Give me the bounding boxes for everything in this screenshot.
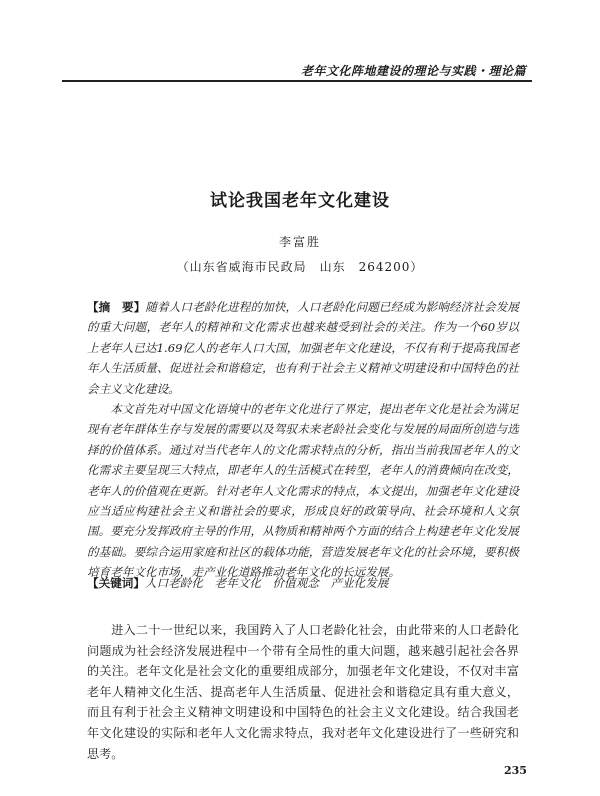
author-name: 李富胜	[278, 235, 321, 249]
abstract-paragraph-2: 本文首先对中国文化语境中的老年文化进行了界定，提出老年文化是社会为满足现有老年群体生存与发展的需要以及驾驭未来老龄社会变化与发展的局面所创造与选择的价值体系。通过对当代老年人的文化需求特点的分析，指出当前我国老年人的文化需求主要呈现三大特点，即老年人的生活模式在转型，老年人的消费倾向在改变，老年人的价值观在更新。针对老年人文化需求的特点，本文提出，加强老年文化建设应当适应构建社会主义和谐社会的要求，形成良好的政策导向、社会环境和人文氛围。要充分发挥政府主导的作用，从物质和精神两个方面的结合上构建老年文化发展的基础。要综合运用家庭和社区的载体功能，营造发展老年文化的社会环境，要积极培育老年文化市场，走产业化道路推动老年文化的长远发展。	[87, 402, 519, 580]
abstract-text-1: 随着人口老龄化进程的加快，人口老龄化问题已经成为影响经济社会发展的重大问题，老年人的精神和文化需求也越来越受到社会的关注。作为一个60岁以上老年人已达1.69亿人的老年人口大国，加强老年文化建设，不仅有利于提高我国老年人生活质量、促进社会和谐稳定，也有利于社会主义精神文明建设和中国特色的社会主义文化建设。	[87, 300, 519, 396]
running-title: 老年文化阵地建设的理论与实践・理论篇	[300, 64, 526, 78]
keywords-line	[87, 573, 519, 593]
running-header	[62, 60, 532, 82]
abstract-paragraph-1	[87, 297, 519, 399]
header-rule	[62, 80, 532, 82]
body-paragraph-1: 进入二十一世纪以来，我国跨入了人口老龄化社会，由此带来的人口老龄化问题成为社会经济发展进程中一个带有全局性的重大问题，越来越引起社会各界的关注。老年文化是社会文化的重要组成部分，加强老年文化建设，不仅对丰富老年人精神文化生活、提高老年人生活质量、促进社会和谐稳定具有重大意义，而且有利于社会主义精神文明建设和中国特色的社会主义文化建设。结合我国老年文化建设的实际和老年人文化需求特点，我对老年文化建设进行了一些研究和思考。	[87, 623, 519, 761]
keywords-text: 人口老龄化 老年文化 价值观念 产业化发展	[144, 576, 389, 590]
author-affiliation: （山东省威海市民政局 山东 264200）	[176, 260, 424, 274]
abstract-label: 【摘 要】	[87, 300, 146, 314]
article-title: 试论我国老年文化建设	[210, 191, 390, 211]
keywords-label: 【关键词】	[87, 576, 145, 590]
page-number: 235	[504, 764, 527, 777]
